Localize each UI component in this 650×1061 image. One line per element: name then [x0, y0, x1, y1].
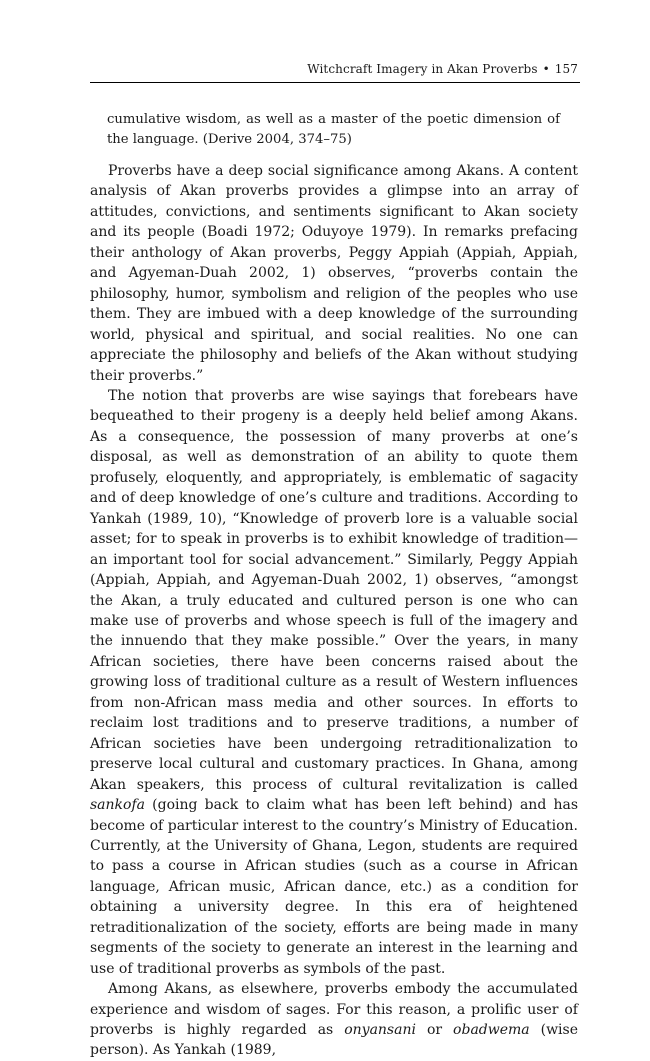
- paragraph-3-text-a: Among Akans, as elsewhere, proverbs embody the accumulated experience and wisdom of sages. For this reason, a prolific user of proverbs is highly regarded as: [90, 981, 578, 1039]
- block-quote: cumulative wisdom, as well as a master of the poetic dimension of the language. (Derive 2004, 374–75): [107, 112, 560, 147]
- paragraph-3: [90, 979, 578, 1061]
- paragraph-2-text-b: (going back to claim what has been left behind) and has become of particular interest to the country’s Ministry of Education. Currently, at the University of Ghana, Legon, students are required to pass a course in African studies (such as a course in African language, African music, African dance, etc.) as a condition for obtaining a university degree. In this era of heightened retraditionalization of the society, efforts are being made in many segments of the society to generate an interest in the learning and use of traditional proverbs as symbols of the past.: [90, 797, 578, 977]
- term-onyansani: onyansani: [344, 1022, 416, 1039]
- running-head-title: Witchcraft Imagery in Akan Proverbs: [307, 62, 538, 76]
- running-head-separator: •: [542, 62, 550, 76]
- body-text: [90, 161, 578, 1061]
- paragraph-2-text-a: The notion that proverbs are wise sayings that forebears have bequeathed to their progeny is a deeply held belief among Akans. As a consequence, the possession of many proverbs at one’s disposal, as well as demonstration of an ability to quote them profusely, eloquently, and appropriately, is emblematic of sagacity and of deep knowledge of one’s culture and traditions. According to Yankah (1989, 10), “Knowledge of proverb lore is a valuable social asset; for to speak in proverbs is to exhibit knowledge of tradition—an important tool for social advancement.” Similarly, Peggy Appiah (Appiah, Appiah, and Agyeman-Duah 2002, 1) observes, “amongst the Akan, a truly educated and cultured person is one who can make use of proverbs and whose speech is full of the imagery and the innuendo that they make possible.” Over the years, in many African societies, there have been concerns raised about the growing loss of traditional culture as a result of Western influences from non-African mass media and other sources. In efforts to reclaim lost traditions and to preserve traditions, a number of African societies have been undergoing retraditionalization to preserve local cultural and customary practices. In Ghana, among Akan speakers, this process of cultural revitalization is called: [90, 387, 578, 793]
- paragraph-3-text-b: or: [415, 1022, 454, 1039]
- header-rule: [90, 82, 580, 83]
- term-sankofa: sankofa: [90, 797, 145, 814]
- paragraph-1: Proverbs have a deep social significance among Akans. A content analysis of Akan proverbs provides a glimpse into an array of attitudes, convictions, and sentiments significant to Akan society and its people (Boadi 1972; Oduyoye 1979). In remarks prefacing their anthology of Akan proverbs, Peggy Appiah (Appiah, Appiah, and Agyeman-Duah 2002, 1) observes, “proverbs contain the philosophy, humor, symbolism and religion of the peoples who use them. They are imbued with a deep knowledge of the surrounding world, physical and spiritual, and social realities. No one can appreciate the philosophy and beliefs of the Akan without studying their proverbs.”: [90, 163, 578, 384]
- paragraph-2: [90, 386, 578, 979]
- paragraph-3-text-c: (wise person). As Yankah (1989,: [90, 1022, 579, 1059]
- page-number: 157: [554, 62, 578, 76]
- term-obadwema: obadwema: [453, 1022, 530, 1039]
- running-head: [307, 62, 578, 76]
